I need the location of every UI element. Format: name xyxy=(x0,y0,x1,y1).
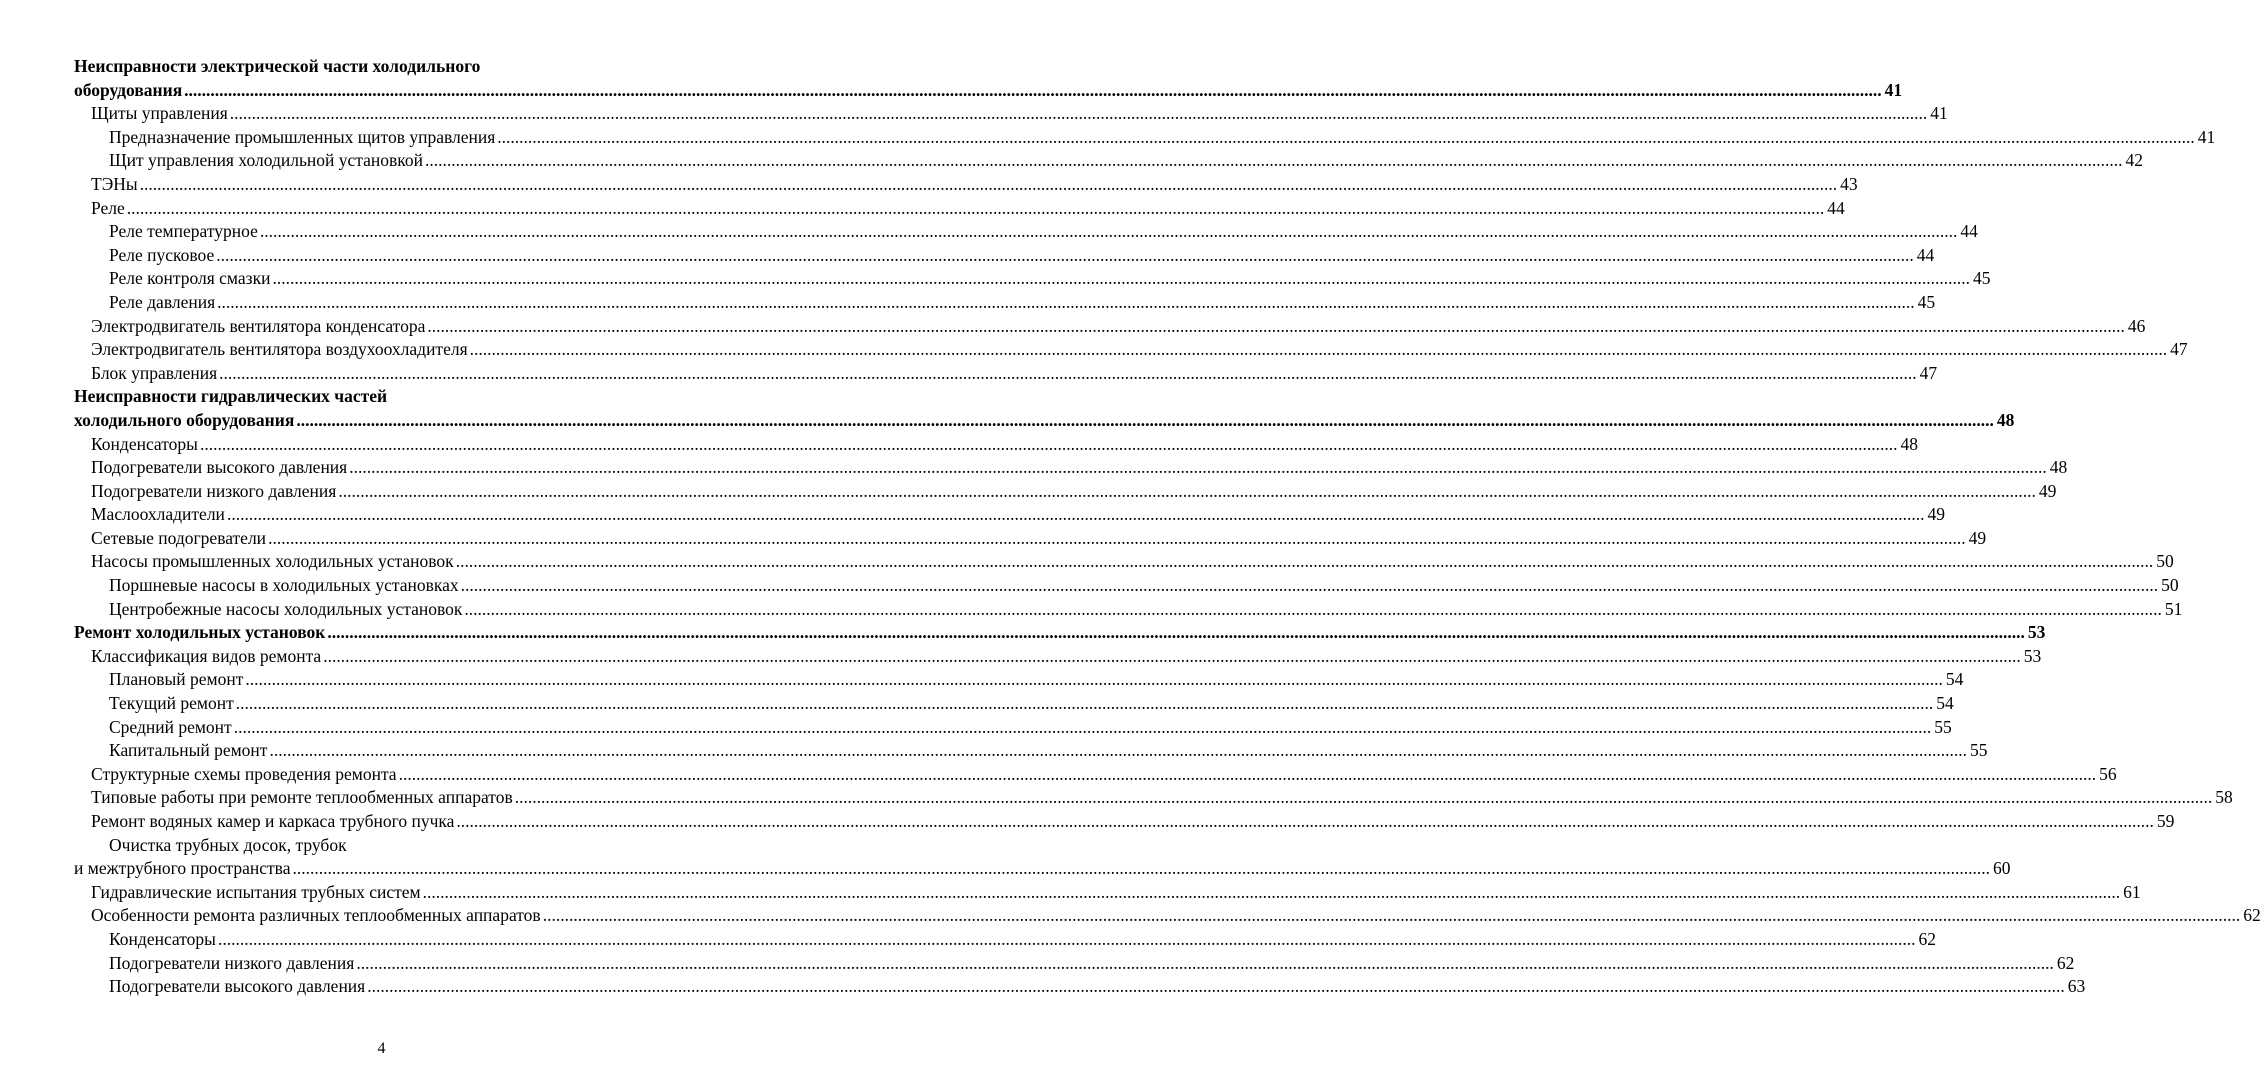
toc-entry-title: Маслоохладители xyxy=(91,504,225,525)
toc-entry[interactable] xyxy=(74,291,1936,315)
toc-entry[interactable] xyxy=(74,433,1918,457)
dot-leader xyxy=(425,315,2125,339)
toc-entry-page: 63 xyxy=(2067,976,2086,997)
toc-entry-title: Предназначение промышленных щитов управления xyxy=(109,126,496,147)
dot-leader xyxy=(216,928,1916,952)
toc-entry[interactable] xyxy=(74,244,1935,268)
toc-entry[interactable] xyxy=(74,338,2188,362)
toc-entry[interactable] xyxy=(74,716,1952,740)
toc-entry-page: 62 xyxy=(2243,905,2261,926)
toc-entry-page: 42 xyxy=(2125,150,2144,171)
toc-entry-page: 47 xyxy=(1919,362,1938,383)
dot-leader xyxy=(182,79,1882,103)
toc-entry[interactable] xyxy=(74,645,2042,669)
toc-entry-title: Электродвигатель вентилятора конденсатора xyxy=(91,315,426,336)
toc-entry[interactable] xyxy=(74,149,2144,173)
dot-leader xyxy=(217,362,1917,386)
toc-entry-title: Типовые работы при ремонте теплообменных аппаратов xyxy=(91,787,513,808)
toc-entry-title: Реле пусковое xyxy=(109,244,215,265)
dot-leader xyxy=(198,433,1898,457)
dot-leader xyxy=(228,102,1928,126)
toc-entry[interactable] xyxy=(74,527,1987,551)
dot-leader xyxy=(462,598,2162,622)
toc-entry-page: 41 xyxy=(1930,103,1948,124)
toc-entry[interactable] xyxy=(74,220,1978,244)
toc-entry-title: Насосы промышленных холодильных установок xyxy=(91,551,454,572)
toc-entry-title: Конденсаторы xyxy=(91,433,198,454)
toc-entry[interactable] xyxy=(74,503,1945,527)
toc-entry-page: 49 xyxy=(1968,527,1987,548)
toc-entry-title: Классификация видов ремонта xyxy=(91,645,322,666)
toc-entry-title-line: Очистка трубных досок, трубок xyxy=(109,834,347,855)
toc-entry-title: Текущий ремонт xyxy=(109,693,234,714)
dot-leader xyxy=(270,267,1970,291)
dot-leader xyxy=(454,550,2154,574)
dot-leader xyxy=(325,621,2025,645)
dot-leader xyxy=(125,197,1825,221)
toc-entry[interactable] xyxy=(74,456,2068,480)
toc-entry-page: 45 xyxy=(1917,291,1936,312)
toc-entry-page: 44 xyxy=(1916,244,1935,265)
toc-entry[interactable] xyxy=(74,598,2183,622)
toc-entry-title: Плановый ремонт xyxy=(109,669,244,690)
toc-entry-page: 41 xyxy=(1884,79,1903,100)
toc-entry-page: 53 xyxy=(2027,622,2046,643)
toc-entry-page: 62 xyxy=(1918,928,1936,949)
toc-entry-title: Подогреватели низкого давления xyxy=(91,480,337,501)
toc-entry[interactable] xyxy=(74,480,2057,504)
toc-entry[interactable] xyxy=(74,197,1845,221)
toc-entry[interactable] xyxy=(74,881,2141,905)
toc-entry-title: Поршневые насосы в холодильных установках xyxy=(109,575,459,596)
toc-entry-page: 48 xyxy=(2049,457,2068,478)
toc-entry-title: оборудования xyxy=(74,79,183,100)
toc-entry-page: 55 xyxy=(1969,740,1988,761)
toc-entry-page: 53 xyxy=(2023,645,2042,666)
dot-leader xyxy=(138,173,1838,197)
toc-entry-title: Особенности ремонта различных теплообменных аппаратов xyxy=(91,905,541,926)
toc-entry-page: 59 xyxy=(2156,811,2175,831)
toc-entry[interactable] xyxy=(74,904,2261,928)
toc-entry-title: Реле контроля смазки xyxy=(109,268,271,289)
toc-entry[interactable] xyxy=(74,975,2086,999)
toc-entry[interactable] xyxy=(74,362,1938,386)
toc-entry-title: Конденсаторы xyxy=(109,928,216,949)
toc-entry-page: 50 xyxy=(2156,551,2174,572)
toc-entry-page: 47 xyxy=(2170,339,2188,360)
toc-entry-title: холодильного оборудования xyxy=(74,409,295,430)
toc-entry-page: 55 xyxy=(1934,716,1952,737)
toc-entry-page: 41 xyxy=(2197,126,2216,147)
toc-entry[interactable] xyxy=(74,692,1954,716)
toc-entry-title: Щит управления холодильной установкой xyxy=(109,150,424,171)
toc-entry-page: 43 xyxy=(1840,173,1858,194)
toc-entry-title: Подогреватели высокого давления xyxy=(109,976,366,997)
toc-entry-title: Центробежные насосы холодильных установок xyxy=(109,598,463,619)
toc-entry-page: 49 xyxy=(1927,504,1945,525)
toc-entry-page: 51 xyxy=(2164,598,2183,619)
dot-leader xyxy=(336,480,2036,504)
dot-leader xyxy=(468,338,2168,362)
toc-entry-title: Структурные схемы проведения ремонта xyxy=(91,763,397,784)
toc-entry[interactable] xyxy=(74,928,1936,952)
toc-entry[interactable] xyxy=(74,173,1858,197)
toc-entry-title-line: Неисправности гидравлических частей xyxy=(74,386,388,407)
toc-entry-title: Реле температурное xyxy=(109,221,258,242)
toc-entry-title: Реле давления xyxy=(109,291,216,312)
dot-leader xyxy=(258,220,1958,244)
toc-entry[interactable] xyxy=(74,786,2233,810)
toc-entry[interactable] xyxy=(74,834,2011,881)
toc-entry-page: 54 xyxy=(1936,693,1954,714)
toc-entry-page: 62 xyxy=(2056,952,2075,973)
toc-entry-title: Капитальный ремонт xyxy=(109,740,268,761)
toc-entry[interactable] xyxy=(74,668,1964,692)
toc-entry-page: 44 xyxy=(1827,197,1845,218)
toc-entry-page: 45 xyxy=(1972,268,1991,289)
toc-entry-title: Ремонт холодильных установок xyxy=(74,622,326,643)
toc-entry[interactable] xyxy=(74,739,1988,763)
toc-entry-page: 46 xyxy=(2127,315,2146,336)
dot-leader xyxy=(397,763,2097,787)
dot-leader xyxy=(459,574,2159,598)
toc-entry-title: Реле xyxy=(91,197,125,218)
toc-entry[interactable] xyxy=(74,810,2175,834)
toc-entry-title: Ремонт водяных камер и каркаса трубного пучка xyxy=(91,811,455,831)
toc-entry[interactable] xyxy=(74,574,2179,598)
page-number: 4 xyxy=(377,1040,386,1057)
toc-entry-title: ТЭНы xyxy=(91,173,138,194)
dot-leader xyxy=(267,739,1967,763)
toc-entry-page: 50 xyxy=(2161,575,2179,596)
toc-entry[interactable] xyxy=(74,952,2075,976)
dot-leader xyxy=(421,881,2121,905)
toc-entry-page: 48 xyxy=(1900,433,1918,454)
toc-entry[interactable] xyxy=(74,315,2146,339)
dot-leader xyxy=(214,244,1914,268)
toc-entry-page: 61 xyxy=(2123,881,2141,902)
table-of-contents xyxy=(74,55,2261,999)
toc-entry-title: Сетевые подогреватели xyxy=(91,527,267,548)
toc-entry-title: Блок управления xyxy=(91,362,218,383)
dot-leader xyxy=(266,527,1966,551)
dot-leader xyxy=(291,857,1991,881)
dot-leader xyxy=(321,645,2021,669)
toc-entry[interactable] xyxy=(74,621,2046,645)
dot-leader xyxy=(495,126,2195,150)
toc-entry-title: Подогреватели низкого давления xyxy=(109,952,355,973)
dot-leader xyxy=(232,716,1932,740)
dot-leader xyxy=(225,503,1925,527)
toc-entry-title: Гидравлические испытания трубных систем xyxy=(91,881,421,902)
toc-entry-page: 48 xyxy=(1996,409,2015,430)
dot-leader xyxy=(365,975,2065,999)
toc-entry-title: и межтрубного пространства xyxy=(74,858,291,879)
dot-leader xyxy=(294,409,1994,433)
dot-leader xyxy=(215,291,1915,315)
dot-leader xyxy=(234,692,1934,716)
toc-entry-page: 44 xyxy=(1960,221,1978,242)
toc-entry-title: Щиты управления xyxy=(91,103,228,124)
toc-entry[interactable] xyxy=(74,102,1948,126)
dot-leader xyxy=(513,786,2213,810)
toc-entry-title-line: Неисправности электрической части холодильного xyxy=(74,56,481,76)
toc-entry-page: 60 xyxy=(1993,858,2011,879)
toc-entry[interactable] xyxy=(74,267,1991,291)
dot-leader xyxy=(354,952,2054,976)
dot-leader xyxy=(541,904,2241,928)
toc-entry-title: Подогреватели высокого давления xyxy=(91,457,348,478)
toc-entry-page: 58 xyxy=(2215,787,2233,808)
dot-leader xyxy=(243,668,1943,692)
toc-entry-page: 56 xyxy=(2099,763,2117,784)
toc-entry[interactable] xyxy=(74,763,2117,787)
dot-leader xyxy=(454,810,2154,834)
toc-entry-page: 49 xyxy=(2038,480,2057,501)
toc-entry[interactable] xyxy=(74,55,1903,102)
dot-leader xyxy=(423,149,2123,173)
toc-entry-title: Средний ремонт xyxy=(109,716,232,737)
toc-entry-title: Электродвигатель вентилятора воздухоохладителя xyxy=(91,339,468,360)
toc-entry[interactable] xyxy=(74,126,2216,150)
dot-leader xyxy=(347,456,2047,480)
toc-entry[interactable] xyxy=(74,385,2015,432)
toc-entry-page: 54 xyxy=(1945,669,1964,690)
toc-entry[interactable] xyxy=(74,550,2174,574)
